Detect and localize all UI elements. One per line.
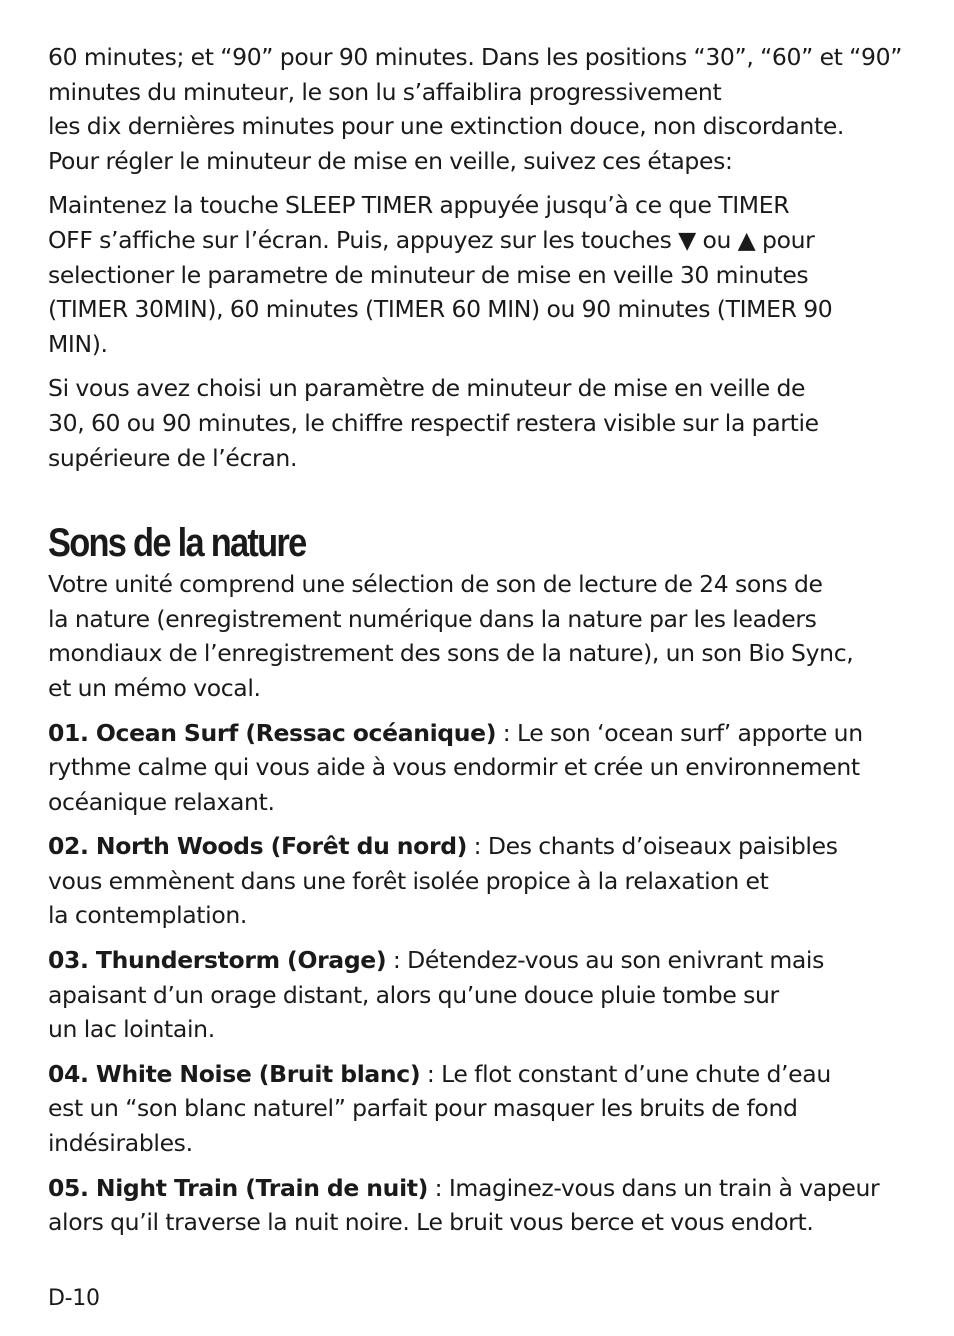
sound-description: : Le son ‘ocean surf’ apporte un <box>496 718 863 747</box>
text-line <box>48 716 910 751</box>
text-line: et un mémo vocal. <box>48 673 261 702</box>
text-line: vous emmènent dans une forêt isolée propice à la relaxation et <box>48 866 769 895</box>
text-line: Pour régler le minuteur de mise en veille, suivez ces étapes: <box>48 146 733 175</box>
sound-item-north-woods <box>48 829 910 933</box>
text-line: indésirables. <box>48 1129 193 1158</box>
text-line: supérieure de l’écran. <box>48 443 298 472</box>
timer-steps-paragraph <box>48 188 910 361</box>
text-line <box>48 1057 910 1092</box>
sound-description: : Imaginez-vous dans un train à vapeur <box>428 1173 880 1202</box>
sound-item-white-noise <box>48 1057 910 1161</box>
sound-term: 04. White Noise (Bruit blanc) <box>48 1059 421 1088</box>
text-line: Si vous avez choisi un paramètre de minuteur de mise en veille de <box>48 374 806 403</box>
page-number: D-10 <box>48 1286 100 1311</box>
text-line: OFF s’affiche sur l’écran. Puis, appuyez sur les touches ▼ ou ▲ pour <box>48 225 815 254</box>
page-content <box>48 40 910 1250</box>
text-line: océanique relaxant. <box>48 787 275 816</box>
text-line: mondiaux de l’enregistrement des sons de la nature), un son Bio Sync, <box>48 639 854 668</box>
sound-description: : Détendez-vous au son enivrant mais <box>386 946 825 975</box>
text-line: est un “son blanc naturel” parfait pour masquer les bruits de fond <box>48 1094 798 1123</box>
text-line <box>48 943 910 978</box>
sound-description: : Des chants d’oiseaux paisibles <box>467 832 838 861</box>
text-line: Votre unité comprend une sélection de son de lecture de 24 sons de <box>48 570 823 599</box>
text-line: Maintenez la touche SLEEP TIMER appuyée jusqu’à ce que TIMER <box>48 191 790 220</box>
sound-term: 03. Thunderstorm (Orage) <box>48 946 387 975</box>
section-heading: Sons de la nature <box>48 521 306 566</box>
text-line: (TIMER 30MIN), 60 minutes (TIMER 60 MIN) ou 90 minutes (TIMER 90 <box>48 295 833 324</box>
sound-item-ocean-surf <box>48 716 910 820</box>
sound-term: 01. Ocean Surf (Ressac océanique) <box>48 718 497 747</box>
text-line: minutes du minuteur, le son lu s’affaiblira progressivement <box>48 77 722 106</box>
text-line: MIN). <box>48 329 108 358</box>
sound-item-night-train <box>48 1171 910 1240</box>
text-line <box>48 1171 910 1206</box>
text-line: un lac lointain. <box>48 1015 215 1044</box>
text-line: 60 minutes; et “90” pour 90 minutes. Dans les positions “30”, “60” et “90” <box>48 43 903 71</box>
text-line: alors qu’il traverse la nuit noire. Le bruit vous berce et vous endort. <box>48 1208 814 1237</box>
text-line: 30, 60 ou 90 minutes, le chiffre respectif restera visible sur la partie <box>48 408 819 437</box>
text-line: selectioner le parametre de minuteur de mise en veille 30 minutes <box>48 260 809 289</box>
sound-item-thunderstorm <box>48 943 910 1047</box>
sound-term: 02. North Woods (Forêt du nord) <box>48 832 468 861</box>
text-line <box>48 829 910 864</box>
text-line: la nature (enregistrement numérique dans la nature par les leaders <box>48 604 817 633</box>
timer-fade-paragraph <box>48 40 910 178</box>
text-line: rythme calme qui vous aide à vous endormir et crée un environnement <box>48 753 860 782</box>
section-intro-paragraph <box>48 567 910 705</box>
sound-term: 05. Night Train (Train de nuit) <box>48 1173 429 1202</box>
text-line: la contemplation. <box>48 901 248 930</box>
text-line: les dix dernières minutes pour une extinction douce, non discordante. <box>48 112 845 141</box>
text-line: apaisant d’un orage distant, alors qu’une douce pluie tombe sur <box>48 980 779 1009</box>
sound-description: : Le flot constant d’une chute d’eau <box>420 1059 831 1088</box>
timer-display-paragraph <box>48 371 910 475</box>
